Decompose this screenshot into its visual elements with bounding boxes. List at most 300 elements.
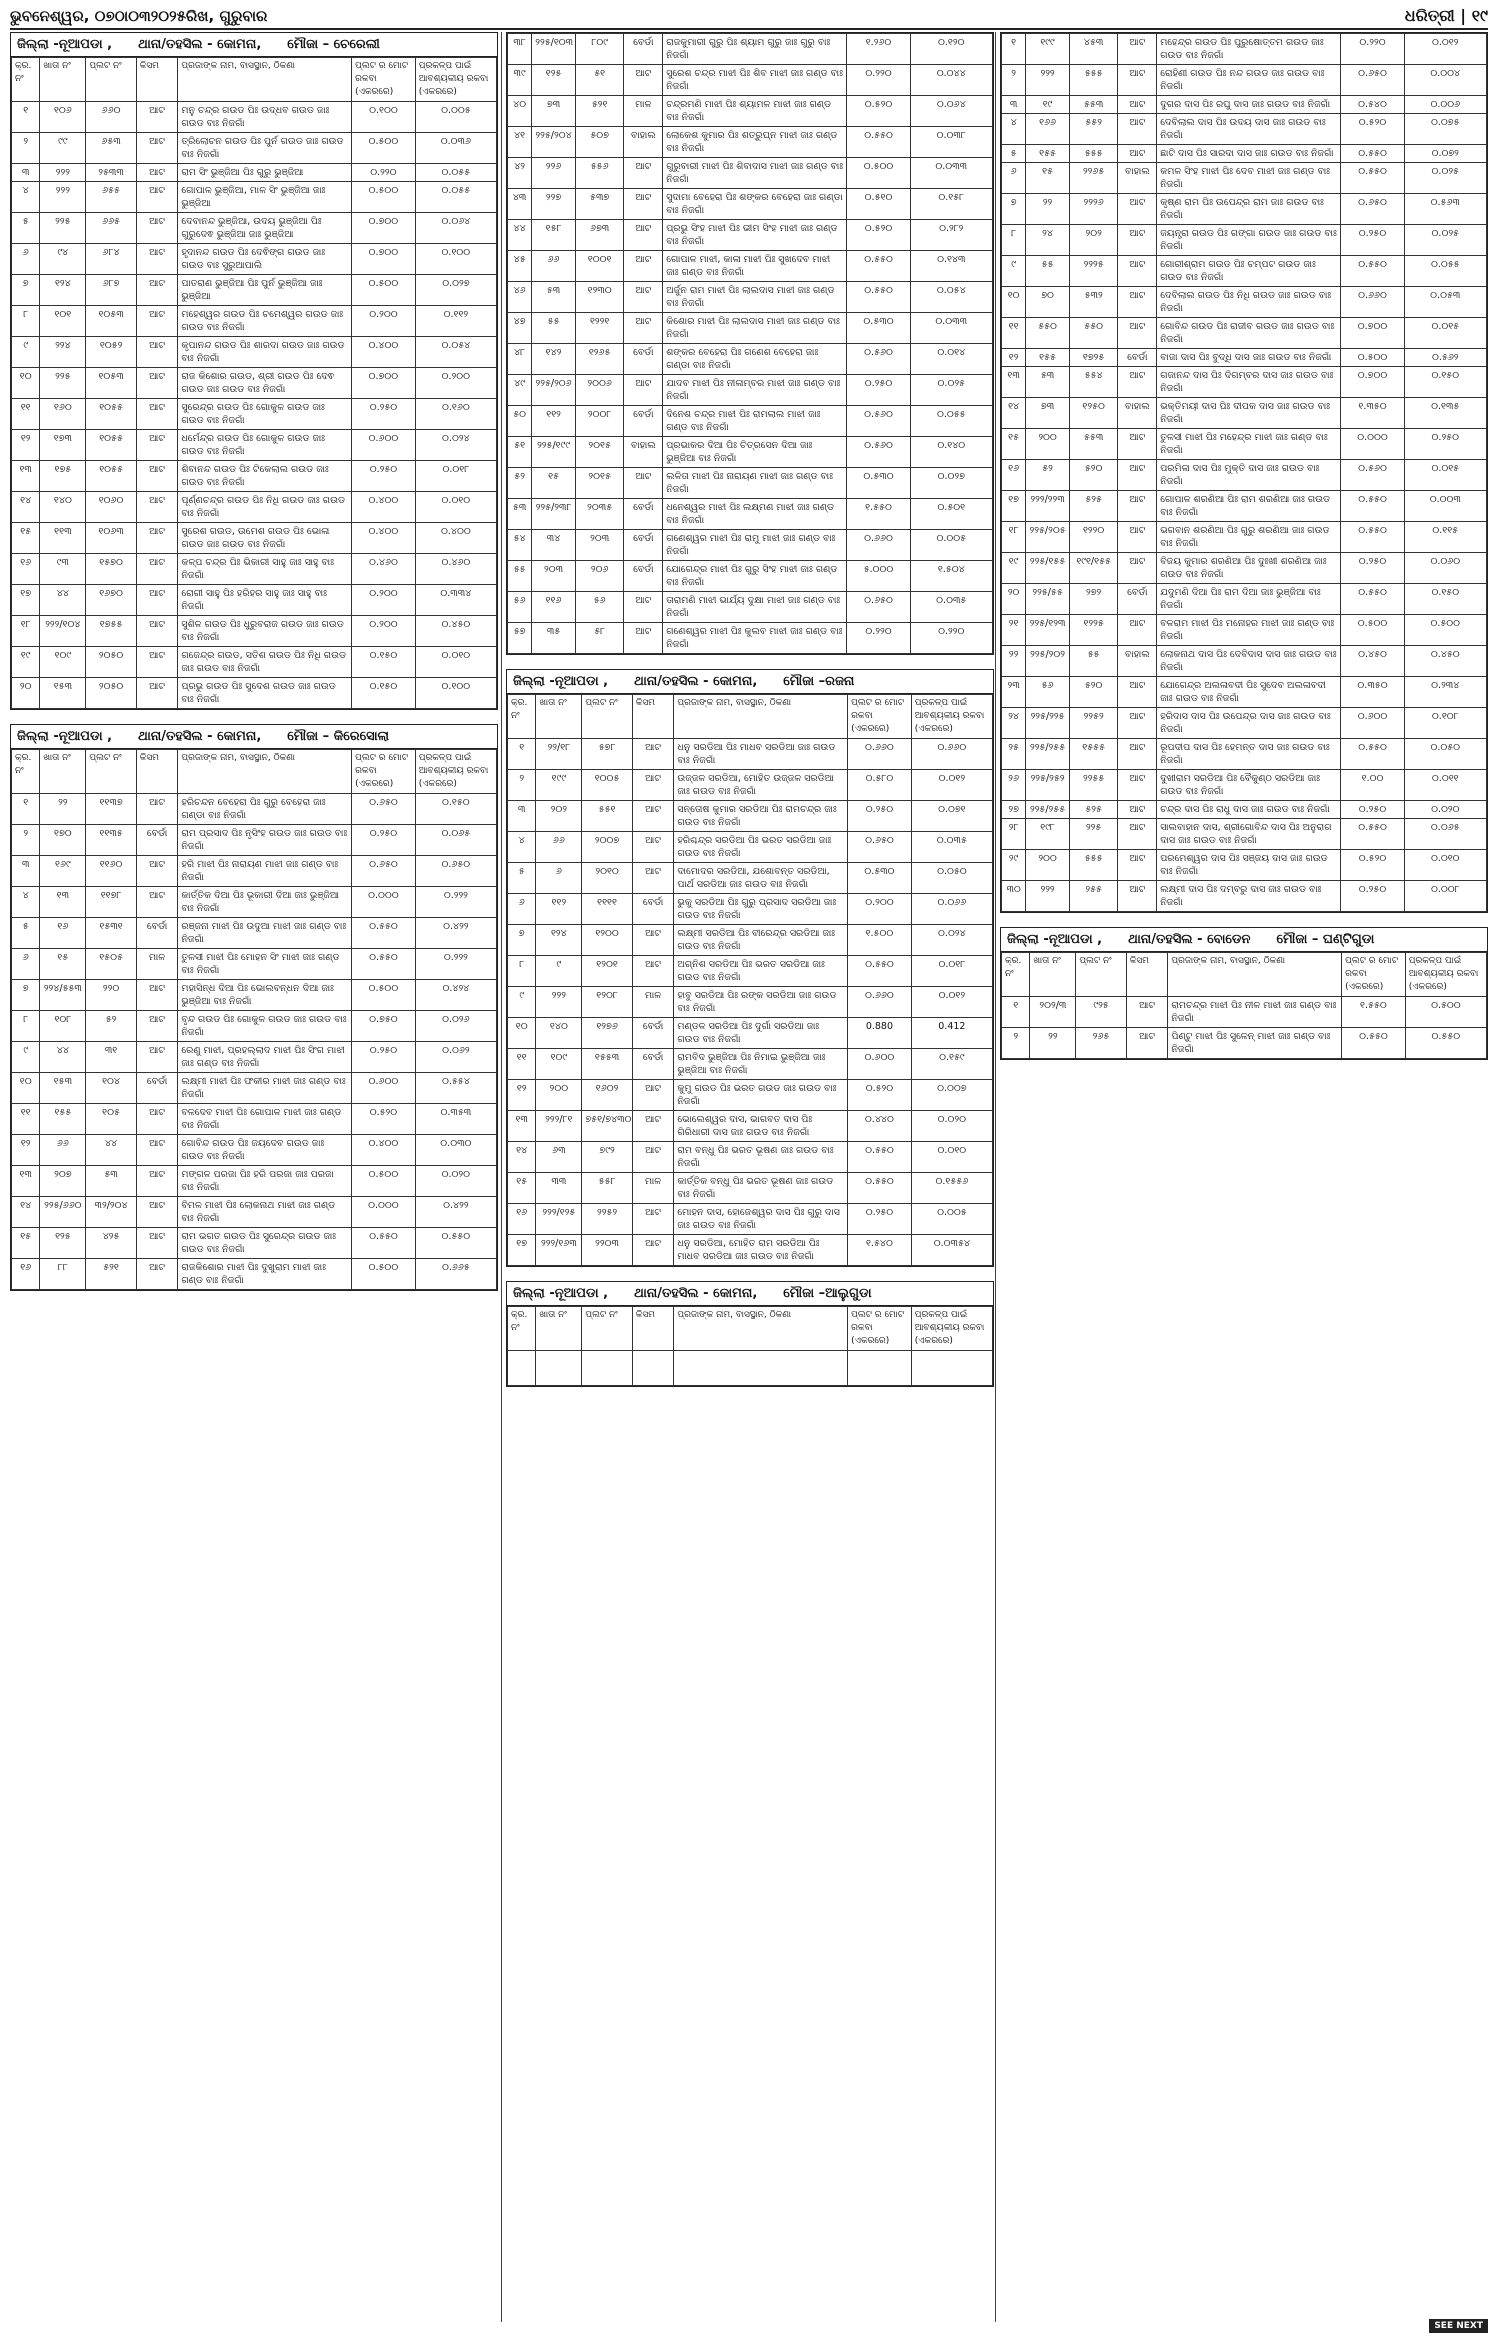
table-cell: ୧୭୦ xyxy=(40,825,86,856)
table-cell: ଗୋବିନ୍ଦ ଗଉଡ ପିଃ ରାଜୀବ ଗଉଡ ଜାଃ ଗଉଡ ବାଃ ନିଜଗାଁ xyxy=(1157,318,1341,349)
table-cell: ୦.୦୨୪ xyxy=(911,925,992,956)
table-cell: ୧୦୬୩ xyxy=(86,523,136,554)
section-district: ଜିଲ୍ଲା -ନୂଆପଡା , xyxy=(1007,932,1103,947)
table-cell: ୧୦୫୨ xyxy=(86,337,136,368)
table-cell: ୨୦୦ xyxy=(536,1080,582,1111)
table-cell: ୧୪ xyxy=(12,1197,40,1228)
table-cell: ଆଟ xyxy=(136,1042,178,1073)
table-cell: ଲକ୍ଷ୍ମୀ ସରଡିଆ ପିଃ ବୀରେନ୍ଦ୍ର ସରଡିଆ ଜାଃ ଗଉଡ ବାଃ ନିଜଗାଁ xyxy=(674,925,848,956)
table-cell: ଆଟ xyxy=(624,623,663,654)
table-cell: ୦.୧୦୦ xyxy=(415,678,496,709)
table-cell: ୧୨୪ xyxy=(536,925,582,956)
table-cell: ୧୬୬ xyxy=(1026,114,1070,145)
table-cell: ୮ xyxy=(508,956,536,987)
table-row xyxy=(1002,429,1487,460)
table-cell: ୬ xyxy=(12,949,40,980)
table-cell: ୫୬ xyxy=(575,592,624,623)
table-cell: ୦.୪୦୦ xyxy=(352,492,416,523)
table-cell: ୩୯ xyxy=(508,65,532,96)
table-cell: ୦.୫୨୦ xyxy=(352,1104,416,1135)
table-row xyxy=(508,65,993,96)
land-record-table xyxy=(507,1306,993,1386)
table-cell: କିଶୋର ମାଝୀ ପିଃ ଲାଲଦାସ ମାଝୀ ଜାଃ ଗଣ୍ଡ ବାଃ ନିଜଗାଁ xyxy=(663,313,847,344)
table-cell: ଯୋଗେନ୍ଦ୍ର ମାଝୀ ପିଃ ଗୁରୁ ସିଂହ ମାଝୀ ଜାଃ ଗଣ୍ଡ ବାଃ ନିଜଗାଁ xyxy=(663,561,847,592)
table-cell: ୦.୨୫୦ xyxy=(1341,553,1404,584)
table-cell: ୬୫୫ xyxy=(86,182,136,213)
table-cell: ୫୨୦ xyxy=(1069,460,1118,491)
table-cell: ଆଟ xyxy=(136,585,178,616)
table-cell: ଆଟ xyxy=(136,554,178,585)
table-cell: ଆଟ xyxy=(136,647,178,678)
table-row xyxy=(508,96,993,127)
column-header: କିସମ xyxy=(136,750,178,794)
table-cell: ବାଜା ଦାସ ପିଃ ବୁଦ୍ଧି ଦାସ ଜାଃ ଗଉଡ ବାଃ ନିଜଗାଁ xyxy=(1157,349,1341,367)
table-cell: ୧୨୦୮ xyxy=(582,987,632,1018)
table-cell: ୦.୦୩୩ xyxy=(910,313,992,344)
table-cell: ୧୧୨ xyxy=(536,894,582,925)
table-cell: ୦.୭୦୦ xyxy=(1341,367,1404,398)
table-cell: ୫୨ xyxy=(1026,460,1070,491)
table-cell: ୦.୫୬୦ xyxy=(847,437,910,468)
table-cell: ଆଟ xyxy=(136,1104,178,1135)
table-cell: ଆଟ xyxy=(632,739,674,770)
table-cell: ମାଳ xyxy=(632,1173,674,1204)
table-cell: ୫୭ xyxy=(508,623,532,654)
table-cell: ଆଟ xyxy=(624,313,663,344)
table-cell: ୦.୬୬୦ xyxy=(1341,287,1404,318)
table-cell: ୫୨୫ xyxy=(1069,491,1118,522)
table-row xyxy=(508,406,993,437)
table-cell: ଆଟ xyxy=(136,616,178,647)
table-cell: ୧୨୨୧ xyxy=(575,313,624,344)
table-cell: ୧୫୫ xyxy=(1026,145,1070,163)
table-cell: ଆଟ xyxy=(624,189,663,220)
table-cell: ୨୦୦୭ xyxy=(582,832,632,863)
table-cell: ଆଟ xyxy=(624,65,663,96)
table-row xyxy=(1002,460,1487,491)
table-row xyxy=(1002,770,1487,801)
table-cell: ୧.୩୫୦ xyxy=(1341,398,1404,429)
table-cell: ୧୧୧୧ xyxy=(582,894,632,925)
table-cell: ୦.୦୦୦ xyxy=(352,887,416,918)
table-cell: ଆଟ xyxy=(136,133,178,164)
table-cell: ୦.୦୦୫ xyxy=(910,530,992,561)
table-cell: ୫୬ xyxy=(1026,677,1070,708)
table-cell: ୧୬୦୨ xyxy=(582,1080,632,1111)
table-cell: ୫୦ xyxy=(508,406,532,437)
table-row xyxy=(12,949,497,980)
table-cell: ୦.୫୬୦ xyxy=(847,344,910,375)
table-cell: ୦.୨୨୨ xyxy=(415,949,496,980)
table-cell: ୨୨୫୨ xyxy=(582,1204,632,1235)
table-cell: ରାମବିଦ ଭୁଞ୍ଜିଆ ପିଃ ନିମାଇ ଭୁଞ୍ଜିଆ ଜାଃ ଭୁଞ୍ଜିଆ ବାଃ ନିଜଗାଁ xyxy=(674,1049,848,1080)
table-cell: ୧.୦୦ xyxy=(1341,770,1404,801)
table-cell: ୪୬ xyxy=(508,282,532,313)
table-cell: ୦.୫୦୦ xyxy=(352,133,416,164)
table-cell: ୨୨୫/୨୦୪ xyxy=(532,127,576,158)
table-cell: ୧୩ xyxy=(40,887,86,918)
header-date-line: ଭୁବନେଶ୍ୱର, ୦୭ଠା୦୩୨୦୨୫ରିଖ, ଗୁରୁବାର xyxy=(10,7,268,25)
table-cell: ୧ xyxy=(1002,34,1026,65)
table-row xyxy=(12,213,497,244)
table-row xyxy=(12,337,497,368)
table-cell: ଆଟ xyxy=(1118,429,1157,460)
table-cell: ୦.୪୦୦ xyxy=(352,1135,416,1166)
table-cell: ଆଟ xyxy=(1118,491,1157,522)
table-cell: ୦.୩୫୩ xyxy=(415,1104,496,1135)
table-cell: ୧୫ xyxy=(12,1228,40,1259)
table-cell: ୦.୪୦୦ xyxy=(352,337,416,368)
table-cell: ୧.୫୪୦ xyxy=(848,1235,912,1266)
page-header xyxy=(10,4,1488,30)
table-cell: ୫ xyxy=(508,863,536,894)
table-cell: ୧୧ xyxy=(1002,318,1026,349)
table-cell: ୧୧ xyxy=(12,1104,40,1135)
table-cell: ୧ xyxy=(12,102,40,133)
table-cell: ୬ xyxy=(536,863,582,894)
table-cell: ୦.୬୫୦ xyxy=(847,592,910,623)
section-mouza: ମୌଜା – ଚେରେଲୀ xyxy=(287,37,380,52)
table-cell: ୬୮୪ xyxy=(86,244,136,275)
table-cell: ୧ xyxy=(508,739,536,770)
table-cell: ୦.୦୧୫ xyxy=(1404,460,1486,491)
table-cell: ୨୨ xyxy=(1002,646,1026,677)
table-cell: ମୋହନ ଦାସ, ହୋଜେଶ୍ୱର ଦାସ ପିଃ ଗୁରୁ ଦାସ ଜାଃ ଗଉଡ ବାଃ ନିଜଗାଁ xyxy=(674,1204,848,1235)
land-record-section xyxy=(506,669,994,1267)
table-cell: ୦.୦୦୬ xyxy=(1404,96,1486,114)
table-cell: ରାଜକୁମାରୀ ଗୁରୁ ପିଃ ଶ୍ୟାମ ଗୁରୁ ଜାଃ ଗୁରୁ ବାଃ ନିଜଗାଁ xyxy=(663,34,847,65)
table-cell: ୧୦ xyxy=(508,1018,536,1049)
table-cell: ୦.୨୫୦ xyxy=(848,801,912,832)
table-row xyxy=(12,102,497,133)
table-cell: ୦.୧୫୦ xyxy=(415,794,496,825)
table-row xyxy=(508,1173,993,1204)
table-cell: ୦.୧୬୦ xyxy=(415,399,496,430)
table-row xyxy=(508,561,993,592)
table-cell: ୮ xyxy=(12,306,40,337)
table-cell: ଆଟ xyxy=(136,461,178,492)
column-header: ପ୍ରକଳ୍ପ ପାଇଁ ଆବଶ୍ୟକୀୟ ରକବା (ଏକରରେ) xyxy=(911,1307,992,1351)
table-cell: ଆଟ xyxy=(136,368,178,399)
table-cell: ୦.୦୬୪ xyxy=(910,96,992,127)
table-row xyxy=(1002,163,1487,194)
table-cell: ୦.୦୨୬ xyxy=(415,1011,496,1042)
table-row xyxy=(1002,398,1487,429)
table-row xyxy=(12,164,497,182)
table-cell: ୦.୦୩୮ xyxy=(910,127,992,158)
table-cell: ବେର୍ଡା xyxy=(136,918,178,949)
table-cell: ୦.୧୦୮ xyxy=(1404,708,1486,739)
table-cell: ୦.୪୦୦ xyxy=(415,523,496,554)
table-cell: ୨୨୫/୨୫୫ xyxy=(1026,801,1070,819)
table-cell: ୦.୦୨୫ xyxy=(1404,163,1486,194)
land-record-section xyxy=(506,1281,994,1387)
table-cell: ୦.୨୨୦ xyxy=(1341,34,1404,65)
table-cell: ରାଜ କିଶୋର ଗଉଡ, ଶ୍ରୀ ଗଉଡ ପିଃ ଦେଵ ଗଉଡ ଜାଃ ଗଉଡ ବାଃ ନିଜଗାଁ xyxy=(178,368,352,399)
table-cell: ୦.୫୨୦ xyxy=(1341,850,1404,881)
table-cell: ୯୨୫ xyxy=(1076,997,1126,1028)
table-cell: ୦.୫୨୦ xyxy=(847,96,910,127)
table-cell: ୦.୫୦୦ xyxy=(1404,615,1486,646)
table-cell: ୧୯୯ xyxy=(1026,34,1070,65)
table-cell: ୧୪୨ xyxy=(532,344,576,375)
column-header: ପ୍ରଜାଙ୍କ ନାମ, ବାସସ୍ଥାନ, ଠିକଣା xyxy=(674,695,848,739)
table-cell: ୯୩ xyxy=(40,554,86,585)
table-cell: ୦.୦୩୦ xyxy=(415,1135,496,1166)
table-cell: ୦.୦୦୦ xyxy=(352,1197,416,1228)
table-cell: ୧୫୩ xyxy=(40,1073,86,1104)
table-cell: ଆଟ xyxy=(136,182,178,213)
table-cell: କାର୍ତ୍ତିକ ଦିଆ ପିଃ ଭୂକାରୀ ଦିଆ ଜାଃ ଭୁଞ୍ଜିଆ ବାଃ ନିଜଗାଁ xyxy=(178,887,352,918)
table-cell: ୦.୩୫୦ xyxy=(1341,677,1404,708)
table-cell: ଆଟ xyxy=(1118,801,1157,819)
table-row xyxy=(1002,997,1487,1028)
table-cell: ୪୫ xyxy=(508,251,532,282)
table-row xyxy=(508,863,993,894)
column-3 xyxy=(1000,32,1488,1074)
table-cell: ହାବୁ ସରଡିଆ ପିଃ ରଙ୍କ ସରଡିଆ ଜାଃ ଗଉଡ ବାଃ ନିଜଗାଁ xyxy=(674,987,848,1018)
table-cell: ମହେଶ୍ୱର ଗଉଡ ପିଃ ଚମେଶ୍ୱର ଗଉଡ ଜାଃ ଗଉଡ ବାଃ ନିଜଗାଁ xyxy=(178,306,352,337)
table-cell: ୬୬ xyxy=(40,1135,86,1166)
table-cell: ୦.୦୫୦ xyxy=(911,863,992,894)
table-cell: ୦.୫୫୦ xyxy=(848,956,912,987)
table-cell: ୦.୫୦୦ xyxy=(352,275,416,306)
table-cell: ୦.୨୫୦ xyxy=(1341,801,1404,819)
table-cell: ୧୬ xyxy=(12,1259,40,1290)
table-row xyxy=(12,1104,497,1135)
table-cell: ଉଜ୍ଜଳ ସରଡିଆ, ମୋହିତ ଉଜ୍ଜଳ ସରଡିଆ ଜାଃ ଗଉଡ ବାଃ ନିଜଗାଁ xyxy=(674,770,848,801)
table-cell: ୨୨୨/୨୨୩ xyxy=(1026,491,1070,522)
table-cell: ବଳଦେବ ମାଝୀ ପିଃ ଗୋପାଳ ମାଝୀ ଜାଃ ଗଣ୍ଡ ବାଃ ନିଜଗାଁ xyxy=(178,1104,352,1135)
table-cell: ୧୪ xyxy=(1002,398,1026,429)
column-header: ପ୍ରକଳ୍ପ ପାଇଁ ଆବଶ୍ୟକୀୟ ରକବା (ଏକରରେ) xyxy=(911,695,992,739)
table-cell: ୦.୦୩୩ xyxy=(910,158,992,189)
table-cell: ୦.୦୬୦ xyxy=(1404,553,1486,584)
table-cell: ୨୨୬୫ xyxy=(1069,163,1118,194)
table-cell: ୦.୫୬୨ xyxy=(1404,349,1486,367)
land-record-section xyxy=(1000,32,1488,913)
table-cell: ୧୩ xyxy=(1002,367,1026,398)
empty-cell xyxy=(508,1351,536,1386)
table-cell: ୦.୦୫୫ xyxy=(1404,256,1486,287)
table-cell: ଗଜେନ୍ଦ୍ର ଗଉଡ, ସତିଶ ଗଉଡ ପିଃ ନିଧି ଗଉଡ ଜାଃ ଗଉଡ ବାଃ ନିଜଗାଁ xyxy=(178,647,352,678)
table-row xyxy=(1002,677,1487,708)
table-cell: ୫ xyxy=(12,918,40,949)
table-row xyxy=(12,492,497,523)
table-cell: ୦.୫୫୦ xyxy=(352,1228,416,1259)
table-cell: ୦.୨୦୦ xyxy=(352,616,416,647)
table-cell: ବାହାଲ xyxy=(1118,163,1157,194)
table-row xyxy=(508,189,993,220)
land-record-table xyxy=(11,749,497,1290)
table-row xyxy=(1002,522,1487,553)
column-header: ପ୍ରଜାଙ୍କ ନାମ, ବାସସ୍ଥାନ, ଠିକଣା xyxy=(178,750,352,794)
section-tahasil: ଥାନା/ତହସିଲ - କୋମନା, xyxy=(138,37,262,52)
table-cell: ରାମ ସିଂ ଭୁଞ୍ଜିଆ ପିଃ ଗୁରୁ ଭୁଞ୍ଜିଆ xyxy=(178,164,352,182)
table-row xyxy=(508,623,993,654)
land-record-table xyxy=(11,57,497,709)
column-header: ପ୍ରକଳ୍ପ ପାଇଁ ଆବଶ୍ୟକୀୟ ରକବା (ଏକରରେ) xyxy=(415,58,496,102)
table-cell: ବେର୍ଡା xyxy=(624,34,663,65)
table-cell: ୧୫ xyxy=(508,1173,536,1204)
table-cell: ଧର୍ମେନ୍ଦ୍ର ଗଉଡ ପିଃ ଗୋକୁଳ ଗଉଡ ଜାଃ ଗଉଡ ବାଃ ନିଜଗାଁ xyxy=(178,430,352,461)
table-cell: ୦.୧୫୫୬ xyxy=(911,1173,992,1204)
table-cell: 0.880 xyxy=(848,1018,912,1049)
table-cell: ପ୍ରଭାକର ଦିଆ ପିଃ ଚିତ୍ରସେନ ଦିଆ ଜାଃ ଭୁଞ୍ଜିଆ ବାଃ ନିଜଗାଁ xyxy=(663,437,847,468)
table-cell: ୮ xyxy=(12,1011,40,1042)
table-cell: ଭଗବାନ ଶରଣିଆ ପିଃ ଗୁରୁ ଶରଣିଆ ଜାଃ ଗଉଡ ବାଃ ନିଜଗାଁ xyxy=(1157,522,1341,553)
section-title xyxy=(1001,928,1487,952)
table-cell: ୫୧ xyxy=(575,65,624,96)
table-cell: ୪୨୫ xyxy=(86,1228,136,1259)
table-cell: ୦.୫୫୦ xyxy=(1341,491,1404,522)
table-cell: ମହାସିନ୍ଧ ଦିଆ ପିଃ ଭୋଲବନ୍ଧନ ଦିଆ ଜାଃ ଭୁଞ୍ଜିଆ ବାଃ ନିଜଗାଁ xyxy=(178,980,352,1011)
table-cell: ଧନେଶ୍ୱର ମାଝୀ ପିଃ ଲକ୍ଷ୍ମଣ ମାଝୀ ଜାଃ ଗଣ୍ଡ ବାଃ ନିଜଗାଁ xyxy=(663,499,847,530)
table-cell: ଧନୁ ସରଡିଆ ପିଃ ମାଧବ ସରଡିଆ ଜାଃ ଗଉଡ ବାଃ ନିଜଗାଁ xyxy=(674,739,848,770)
table-cell: ୦.୫୦୦ xyxy=(352,980,416,1011)
table-cell: ୦.୦୬୪ xyxy=(415,213,496,244)
table-cell: ୦.୦୧୨ xyxy=(911,770,992,801)
table-cell: ୬୬ xyxy=(536,832,582,863)
table-cell: ୭ xyxy=(508,925,536,956)
header-page-number: ଧରିତ୍ରୀ | ୧୯ xyxy=(1404,6,1488,25)
table-cell: ୧୯ xyxy=(12,647,40,678)
column-header: କ୍ର. ନଂ xyxy=(508,695,536,739)
table-cell: ୪ xyxy=(12,887,40,918)
column-header: ପ୍ଲଟ ନଂ xyxy=(582,695,632,739)
table-cell: ଆଟ xyxy=(136,102,178,133)
table-row xyxy=(508,1080,993,1111)
table-cell: ୦.୦୧୦ xyxy=(415,492,496,523)
table-cell: ୨୦୩୫ xyxy=(575,499,624,530)
table-cell: ୬୬୫ xyxy=(86,213,136,244)
table-cell: ୪୪ xyxy=(40,585,86,616)
table-cell: ୧୯୧/୧୫୫ xyxy=(1069,553,1118,584)
table-cell: ୪ xyxy=(1002,114,1026,145)
table-row xyxy=(12,856,497,887)
table-row xyxy=(508,987,993,1018)
column-header: କ୍ର. ନଂ xyxy=(508,1307,536,1351)
table-cell: ୦.୦୦୪ xyxy=(1404,65,1486,96)
table-row xyxy=(1002,584,1487,615)
table-cell: ୦.୦୧୮ xyxy=(415,461,496,492)
table-cell: ୦.୦୩୬ xyxy=(415,133,496,164)
table-cell: ୧୦୫୫ xyxy=(86,430,136,461)
table-cell: ୦.୦୧୦ xyxy=(415,647,496,678)
table-row xyxy=(508,220,993,251)
table-cell: ୦.୦୨୫ xyxy=(910,375,992,406)
table-cell: ୦.୬୬୦ xyxy=(911,739,992,770)
land-record-table xyxy=(1001,33,1487,912)
table-cell: ଆଟ xyxy=(136,306,178,337)
column-header: ପ୍ରକଳ୍ପ ପାଇଁ ଆବଶ୍ୟକୀୟ ରକବା (ଏକରରେ) xyxy=(415,750,496,794)
table-cell: ୫୩ xyxy=(86,1166,136,1197)
table-cell: ଗୋପାଳ ଭୁଞ୍ଜିଆ, ମାଳ ସିଂ ଭୁଞ୍ଜିଆ ଜାଃ ଭୁଞ୍ଜିଆ xyxy=(178,182,352,213)
table-cell: ୧୨୭୬ xyxy=(582,1018,632,1049)
table-cell: ଗଜାନନ୍ଦ ଦାସ ପିଃ ଦିଗମ୍ବର ଦାସ ଜାଃ ଗଉଡ ବାଃ ନିଜଗାଁ xyxy=(1157,367,1341,398)
table-cell: ୭ xyxy=(12,980,40,1011)
table-cell: ୦.୫୨୦ xyxy=(848,1080,912,1111)
table-cell: ୧୦୫ xyxy=(86,1104,136,1135)
table-cell: ୫୫୦ xyxy=(1069,318,1118,349)
table-cell: ୧୩ xyxy=(508,1111,536,1142)
table-cell: ୫୫୧ xyxy=(582,801,632,832)
table-row xyxy=(12,1135,497,1166)
table-cell: ୪୧ xyxy=(508,127,532,158)
table-cell: ୨୨୫୫ xyxy=(1069,770,1118,801)
table-row xyxy=(508,251,993,282)
table-cell: ଗୋରୀଶ୍ରାମ ଗଉଡ ପିଃ ଚମ୍ପଟ ଗଉଡ ଜାଃ ଗଉଡ ବାଃ ନିଜଗାଁ xyxy=(1157,256,1341,287)
table-cell: ୬ xyxy=(12,244,40,275)
table-row xyxy=(508,1204,993,1235)
table-cell: ୦.୪୪୦ xyxy=(848,1111,912,1142)
table-row xyxy=(12,1259,497,1290)
table-cell: ୦.୨୨୦ xyxy=(352,164,416,182)
table-cell: ୦.୫୨୦ xyxy=(1341,114,1404,145)
table-cell: ୦.୬୬୦ xyxy=(847,530,910,561)
table-cell: ୧୨ xyxy=(508,1080,536,1111)
table-cell: ୨୨୨୫ xyxy=(1069,256,1118,287)
table-row xyxy=(508,34,993,65)
table-cell: ୦.୦୭୨ xyxy=(1404,145,1486,163)
table-cell: ୭୫୧/୭୪୩୦ xyxy=(582,1111,632,1142)
section-mouza: ମୌଜା –ଆଲୁଗୁଡା xyxy=(783,1286,872,1301)
table-cell: ୩୫ xyxy=(532,623,576,654)
table-cell: କମଳ ସିଂହ ମାଝୀ ପିଃ ଦେବ ମାଝୀ ଜାଃ ଗଣ୍ଡ ବାଃ ନିଜଗାଁ xyxy=(1157,163,1341,194)
table-cell: ୧୦୬୦ xyxy=(86,492,136,523)
table-cell: ୦.୬୦୦ xyxy=(1341,708,1404,739)
table-cell: ଆଟ xyxy=(136,1011,178,1042)
table-cell: ଲକ୍ଷ୍ମୀ ଦାସ ପିଃ ଦମ୍ବରୁ ଦାସ ଜାଃ ଗଉଡ ବାଃ ନିଜଗାଁ xyxy=(1157,881,1341,912)
table-cell: ୭୯୨ xyxy=(582,1142,632,1173)
table-cell: ୨୨୫/୨୫୨ xyxy=(1026,770,1070,801)
table-row xyxy=(1002,114,1487,145)
table-cell: ୦.୫୫୦ xyxy=(847,251,910,282)
table-cell: ୦.୫୫୦ xyxy=(1341,584,1404,615)
column-header: ପ୍ଲଟ ର ମୋଟ ରକବା (ଏକରରେ) xyxy=(848,695,912,739)
table-cell: ୨୨୫/୨୦୫ xyxy=(1026,522,1070,553)
table-row xyxy=(12,980,497,1011)
table-cell: ୨୨୨/୧୨୫ xyxy=(536,1204,582,1235)
table-cell: ୦.୦୫୫ xyxy=(415,164,496,182)
table-cell: ପରମିଳା ଦାସ ପିଃ ମୁକ୍ତି ଦାସ ଜାଃ ଗଉଡ ବାଃ ନିଜଗାଁ xyxy=(1157,460,1341,491)
table-row xyxy=(1002,491,1487,522)
table-cell: ୦.୨୫୦ xyxy=(847,375,910,406)
table-cell: ଆଟ xyxy=(1118,96,1157,114)
table-row xyxy=(508,832,993,863)
table-cell: ୫୫୦ xyxy=(1026,318,1070,349)
table-cell: ୦.୫୫୦ xyxy=(847,282,910,313)
table-row xyxy=(1002,819,1487,850)
table-cell: ଆଟ xyxy=(632,863,674,894)
table-cell: ୨୯ xyxy=(1002,850,1026,881)
table-cell: ୨୦୧୫ xyxy=(575,468,624,499)
table-cell: ୦.୦୨୫ xyxy=(1404,225,1486,256)
table-cell: ଲୋକେଶ କୁମାର ପିଃ ଶତ୍ରୁଘ୍ନ ମାଝୀ ଜାଃ ଗଣ୍ଡ ବାଃ ନିଜଗାଁ xyxy=(663,127,847,158)
table-cell: ୦.୫୦୦ xyxy=(1341,615,1404,646)
table-cell: ୨୨୫/୧୨୩ xyxy=(1026,615,1070,646)
table-cell: ତୁଳସୀ ମାଝୀ ପିଃ ମହେନ୍ଦ୍ର ମାଝୀ ଜାଃ ଗଣ୍ଡ ବାଃ ନିଜଗାଁ xyxy=(1157,429,1341,460)
table-cell: ୦.୨୦୦ xyxy=(352,585,416,616)
table-cell: ବେର୍ଡା xyxy=(1118,584,1157,615)
table-cell: ଧନୁ ସରଡିଆ, ମୋହିତ ରାମ ସରଡିଆ ପିଃ ମାଧବ ସରଡିଆ ଜାଃ ଗଉଡ ବାଃ ନିଜଗାଁ xyxy=(674,1235,848,1266)
table-cell: ୨୨୨/୧୦୪ xyxy=(40,616,86,647)
table-row xyxy=(508,894,993,925)
table-cell: ୦.୫୫୦ xyxy=(1341,739,1404,770)
table-cell: ୧୭୩ xyxy=(40,430,86,461)
column-2 xyxy=(506,32,994,1401)
table-cell: ବେର୍ଡା xyxy=(632,894,674,925)
